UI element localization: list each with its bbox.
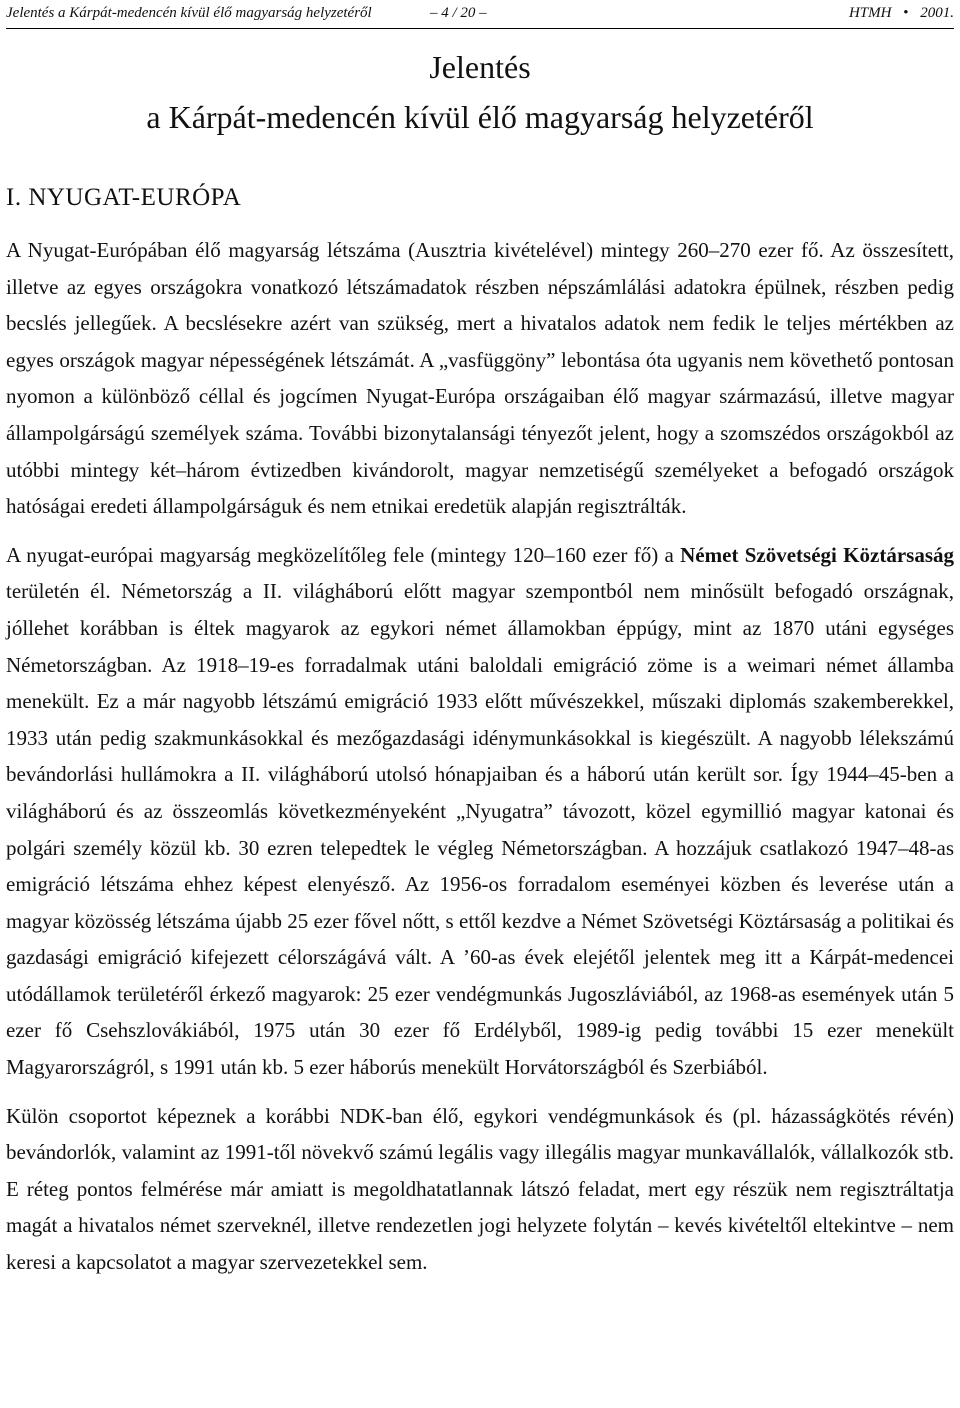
paragraph-2-text: területén él. Németország a II. világháború előtt magyar szempontból nem minősült befogadó országnak, jóllehet korábban is éltek magyarok az egykori német államokban éppúgy, mint az 1870 utáni egységes Németországban. Az 1918–19-es forradalmak utáni baloldali emigráció zöme is a weimari német államba menekült. Ez a már nagyobb létszámú emigráció 1933 előtt művészekkel, műszaki diplomás szakemberekkel, 1933 után pedig szakmunkásokkal és mezőgazdasági idénymunkásokkal is kiegészült. A nagyobb lélekszámú bevándorlási hullámokra a II. világháború utolsó hónapjaiban és a háború után került sor. Így 1944–45-ben a világháború és az összeomlás következményeként „Nyugatra” távozott, közel egymillió magyar katonai és polgári személy közül kb. 30 ezren telepedtek le végleg Németországban. A hozzájuk csatlakozó 1947–48-as emigráció létszáma ehhez képest elenyésző. Az 1956-os forradalom eseményei közben és leverése után a magyar közösség létszáma újabb 25 ezer fővel nőtt, s ettől kezdve a Német Szövetségi Köztársaság a politikai és gazdasági emigráció kifejezett célországává vált. A ’60-as évek elejétől jelentek meg itt a Kárpát-medencei utódállamok területéről érkező magyarok: 25 ezer vendégmunkás Jugoszláviából, az 1968-as események után 5 ezer fő Csehszlovákiából, 1975 után 30 ezer fő Erdélyből, 1989-ig pedig további 15 ezer menekült Magyarországról, s 1991 után kb. 5 ezer háborús menekült Horvátországból és Szerbiából.	[6, 579, 954, 1080]
header-document-title: Jelentés a Kárpát-medencén kívül élő magyarság helyzetéről	[6, 5, 372, 21]
paragraph-2-intro: A nyugat-európai magyarság megközelítőleg fele (mintegy 120–160 ezer fő) a	[6, 542, 681, 567]
header-year: 2001.	[920, 5, 954, 21]
running-header	[6, 2, 954, 29]
header-publisher: HTMH	[848, 5, 892, 21]
header-publisher-date	[849, 5, 954, 22]
document-body	[6, 232, 954, 1293]
paragraph-1: A Nyugat-Európában élő magyarság létszáma (Ausztria kivételével) mintegy 260–270 ezer fő. Az összesített, illetve az egyes országokra vonatkozó létszámadatok részben népszámlálási adatokra épülnek, részben pedig becslés jellegűek. A becslésekre azért van szükség, mert a hivatalos adatok nem fedik le teljes mértékben az egyes országok magyar népességének létszámát. A „vasfüggöny” lebontása óta ugyanis nem követhető pontosan nyomon a különböző céllal és jogcímen Nyugat-Európa országaiban élő magyar származású, illetve magyar állampolgárságú személyek száma. További bizonytalansági tényezőt jelent, hogy a szomszédos országokból az utóbbi mintegy két–három évtizedben kivándorolt, magyar nemzetiségű személyeket a befogadó országok hatóságai eredeti állampolgárságuk és nem etnikai eredetük alapján regisztrálták.	[6, 238, 954, 519]
header-bullet: •	[903, 5, 909, 21]
section-heading: I. NYUGAT-EURÓPA	[6, 184, 242, 211]
document-subtitle: a Kárpát-medencén kívül élő magyarság helyzetéről	[146, 99, 814, 135]
paragraph-2	[6, 537, 954, 1086]
paragraph-2-country: Német Szövetségi Köztársaság	[680, 542, 954, 567]
document-title-block	[0, 42, 960, 142]
header-page-number: – 4 / 20 –	[430, 5, 487, 21]
document-title: Jelentés	[429, 49, 531, 85]
paragraph-3: Külön csoportot képeznek a korábbi NDK-ban élő, egykori vendégmunkások és (pl. házasságkötés révén) bevándorlók, valamint az 1991-től növekvő számú legális vagy illegális magyar munkavállalók, vállalkozók stb. E réteg pontos felmérése már amiatt is megoldhatatlannak látszó feladat, mert egy részük nem regisztráltatja magát a hivatalos német szerveknél, illetve rendezetlen jogi helyzete folytán – kevés kivételtől eltekintve – nem keresi a kapcsolatot a magyar szervezetekkel sem.	[6, 1103, 954, 1275]
